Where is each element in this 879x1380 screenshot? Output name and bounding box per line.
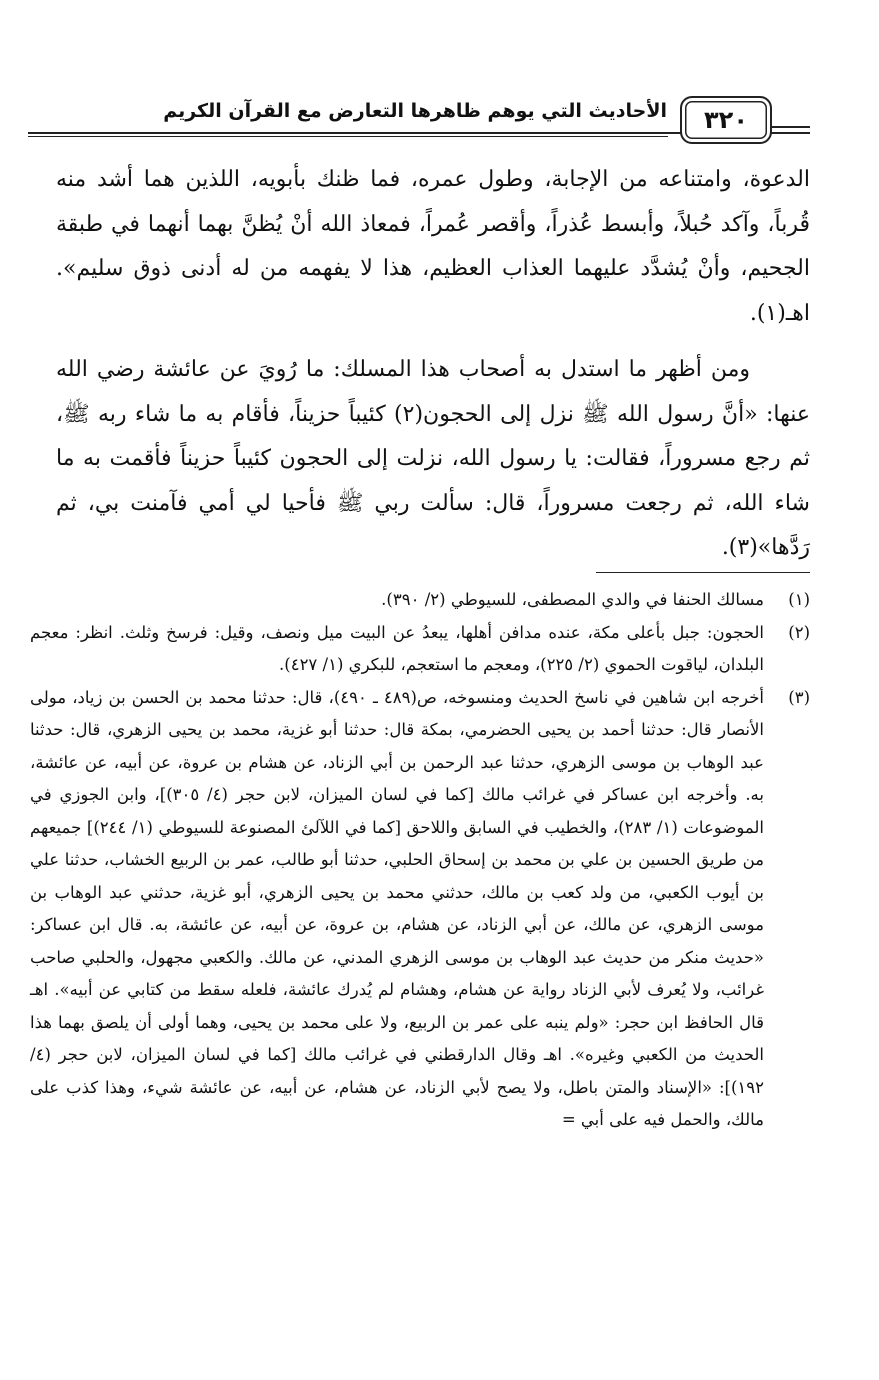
paragraph: ومن أظهر ما استدل به أصحاب هذا المسلك: ما رُويَ عن عائشة رضي الله عنها: «أنَّ رسول الله ﷺ نزل إلى الحجون(٢) كئيباً حزيناً، فأقام به ما شاء ربه ﷺ، ثم رجع مسروراً، فقالت: يا رسول الله، نزلت إلى الحجون كئيباً حزيناً فأقمت به ما شاء الله، ثم رجعت مسروراً، قال: سألت ربي ﷺ فأحيا لي أمي فآمنت بي، ثم رَدَّها»(٣).	[56, 357, 810, 560]
paragraph: الدعوة، وامتناعه من الإجابة، وطول عمره، فما ظنك بأبويه، اللذين هما أشد منه قُرباً، وآكد حُبلاً، وأبسط عُذراً، وأقصر عُمراً، فمعاذ الله أنْ يُظنَّ بهما أنهما في طبقة الجحيم، وأنْ يُشدَّد عليهما العذاب العظيم، هذا لا يفهمه من له أدنى ذوق سليم». اهـ(١).	[56, 167, 810, 326]
footnote-number: (٣)	[788, 687, 810, 707]
footnote	[30, 617, 810, 682]
footnote-text: أخرجه ابن شاهين في ناسخ الحديث ومنسوخه، ص(٤٨٩ ـ ٤٩٠)، قال: حدثنا محمد بن الحسن بن زياد، مولى الأنصار قال: حدثنا أحمد بن يحيى الحضرمي، بمكة قال: حدثنا أبو غزية، محمد بن يحيى الزهري، قال: حدثنا عبد الوهاب بن موسى الزهري، حدثنا عبد الرحمن بن أبي الزناد، عن هشام بن عروة، عن أبيه، عن عائشة، به. وأخرجه ابن عساكر في غرائب مالك [كما في لسان الميزان، لابن حجر (٤/ ٣٠٥)]، وابن الجوزي في الموضوعات (١/ ٢٨٣)، والخطيب في السابق واللاحق [كما في اللآلئ المصنوعة للسيوطي (١/ ٢٤٤)] جميعهم من طريق الحسين بن علي بن محمد بن إسحاق الحلبي، حدثنا أبو طالب، عمر بن الربيع الخشاب، حدثنا علي بن أيوب الكعبي، من ولد كعب بن مالك، حدثني محمد بن يحيى الزهري، أبو غزية، حدثني عبد الوهاب بن موسى الزهري، عن مالك، عن أبي الزناد، عن هشام، بن عروة، عن أبيه، عن عائشة، به. قال ابن عساكر: «حديث منكر من حديث عبد الوهاب بن موسى الزهري المدني، عن مالك. والكعبي مجهول، والحلبي صاحب غرائب، ولا يُعرف لأبي الزناد رواية عن هشام، وهشام لم يُدرك عائشة، فلعله سقط من كتابي عن أبيه». اهـ قال الحافظ ابن حجر: «ولم ينبه على عمر بن الربيع، ولا على محمد بن يحيى، وهما أولى أن يلصق بهما هذا الحديث من الكعبي وغيره». اهـ وقال الدارقطني في غرائب مالك [كما في لسان الميزان، لابن حجر (٤/ ١٩٢)]: «الإسناد والمتن باطل، ولا يصح لأبي الزناد، عن هشام، عن أبيه، عن عائشة شيء، وهذا كذب على مالك، والحمل فيه على أبي =	[30, 687, 765, 1129]
footnote	[30, 584, 810, 617]
footnote-text: الحجون: جبل بأعلى مكة، عنده مدافن أهلها، يبعدُ عن البيت ميل ونصف، وقيل: فرسخ وثلث. انظر: معجم البلدان، لياقوت الحموي (٢/ ٢٢٥)، ومعجم ما استعجم، للبكري (١/ ٤٢٧).	[30, 622, 764, 674]
footnote-number: (١)	[788, 590, 810, 609]
footnotes	[30, 584, 810, 1137]
header-rule-right	[768, 126, 810, 128]
footnote-text: مسالك الحنفا في والدي المصطفى، للسيوطي (٢/ ٣٩٠).	[381, 590, 764, 609]
header-rule-thin	[28, 136, 668, 137]
footnote	[30, 682, 810, 1137]
page-header	[0, 78, 879, 148]
page-number-badge	[680, 96, 772, 144]
running-title: الأحاديث التي يوهم ظاهرها التعارض مع القرآن الكريم	[163, 100, 667, 122]
footnote-separator	[596, 572, 810, 573]
main-text	[56, 158, 810, 571]
footnote-number: (٢)	[788, 622, 810, 642]
page-number: ٣٢٠	[704, 106, 748, 134]
